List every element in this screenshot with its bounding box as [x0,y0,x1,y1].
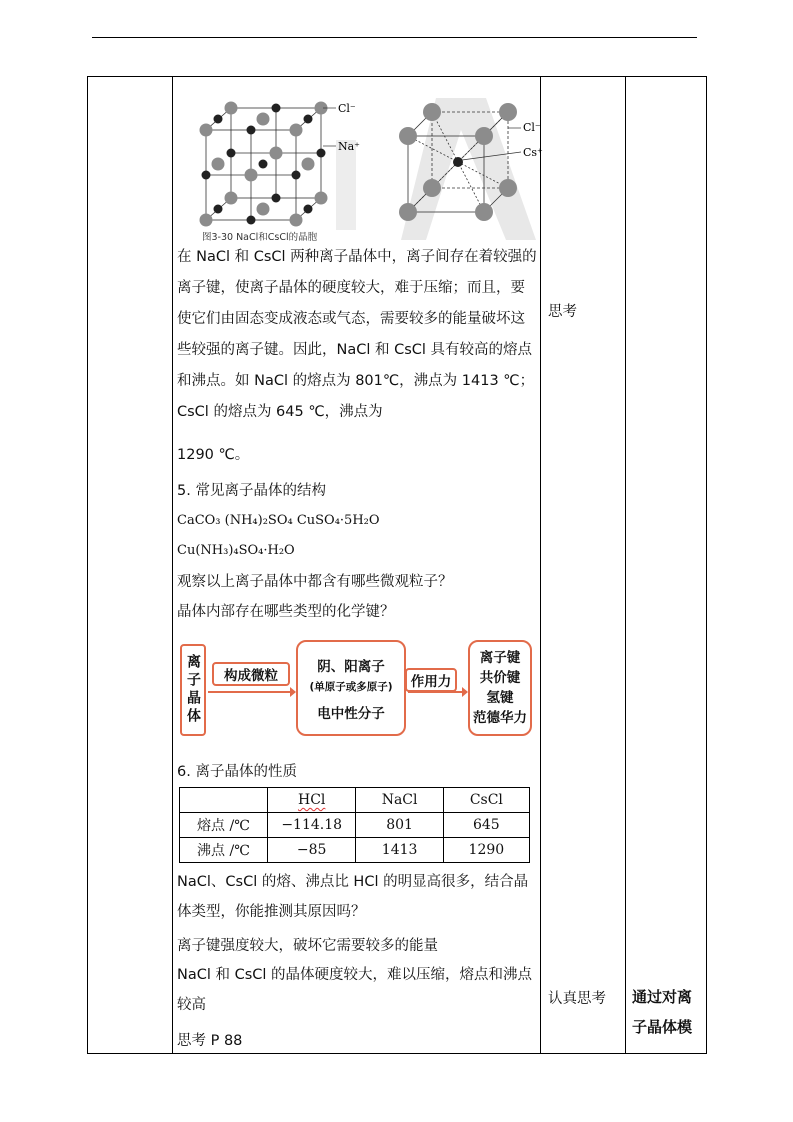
section-5-heading: 5. 常见离子晶体的结构 [177,483,326,499]
bond-ionic: 离子键 [479,650,521,666]
table-row [180,838,530,863]
paragraph-ionic-bond-end: 1290 ℃。 [177,447,250,463]
flow-label-force: 作用力 [405,668,457,692]
column-divider-3 [625,76,626,1054]
student-activity-think: 思考 [548,304,577,320]
reference-page: 思考 P 88 [177,1033,243,1049]
table-cell: 1290 [443,838,529,863]
figure-caption: 图3-30 NaCl和CsCl的晶胞 [202,232,318,243]
paragraph-ionic-bond: 在 NaCl 和 CsCl 两种离子晶体中，离子间存在着较强的离子键，使离子晶体的硬度较大，难于压缩；而且，要使它们由固态变成液态或气态，需要较多的能量破坏这些较强的离子键。因此，NaCl 和 CsCl 具有较高的熔点和沸点。如 NaCl 的熔点为 801℃，沸点为 1413 ℃； CsCl 的熔点为 645 ℃，沸点为 [177,249,537,420]
table-header-cell: NaCl [356,788,443,813]
column-divider-2 [540,76,541,1054]
table-cell: 801 [356,813,443,838]
bond-covalent: 共价键 [479,670,521,686]
flow-label-constituent: 构成微粒 [212,662,290,686]
ionic-crystal-flowchart [180,638,532,740]
answer-hardness: NaCl 和 CsCl 的晶体硬度较大，难以压缩，熔点和沸点较高 [177,967,533,1013]
particles-line-1: 阴、阳离子 [317,658,385,675]
flow-arrow-1 [206,638,296,740]
formulas-line-2: Cu(NH₃)₄SO₄·H₂O [177,543,295,558]
student-activity-careful-think: 认真思考 [548,991,606,1007]
formulas-line-1: CaCO₃ (NH₄)₂SO₄ CuSO₄·5H₂O [177,513,380,528]
question-bond-types: 晶体内部存在哪些类型的化学键？ [177,604,395,620]
cs-label: Cs⁺ [523,146,543,159]
table-cell: 1413 [356,838,443,863]
design-purpose-text: 通过对离子晶体模 [632,988,693,1036]
table-header-cell: CsCl [443,788,529,813]
table-cell: 沸点 /℃ [180,838,268,863]
bond-vdw: 范德华力 [473,710,527,726]
properties-table [179,787,530,863]
flow-box-ionic-crystal: 离子晶体 [180,644,206,736]
section-6-heading: 6. 离子晶体的性质 [177,764,297,780]
table-cell: −85 [267,838,356,863]
cl-label-left: Cl⁻ [338,102,356,115]
crystal-cell-figure [186,90,543,250]
flow-box-particles [296,640,406,736]
table-header-cell [180,788,268,813]
question-particles: 观察以上离子晶体中都含有哪些微观粒子？ [177,574,453,590]
particles-line-3: 电中性分子 [317,705,385,722]
answer-bond-strength: 离子键强度较大，破坏它需要较多的能量 [177,938,438,954]
table-row [180,813,530,838]
header-rule [92,37,697,38]
cl-label-right: Cl⁻ [523,121,541,134]
flow-box-bonds [468,640,532,736]
teaching-content-column [172,76,543,1054]
nacl-atoms [200,102,328,227]
table-cell: 645 [443,813,529,838]
bond-hydrogen: 氢键 [486,690,514,706]
table-cell: 熔点 /℃ [180,813,268,838]
particles-line-2: (单原子或多原子) [309,680,393,693]
question-melting-points: NaCl、CsCl 的熔、沸点比 HCl 的明显高很多，结合晶体类型，你能推测其原因吗？ [177,874,529,920]
na-label: Na⁺ [338,140,360,153]
table-header-row [180,788,530,813]
table-cell: −114.18 [267,813,356,838]
table-header-cell: HCl [267,788,356,813]
